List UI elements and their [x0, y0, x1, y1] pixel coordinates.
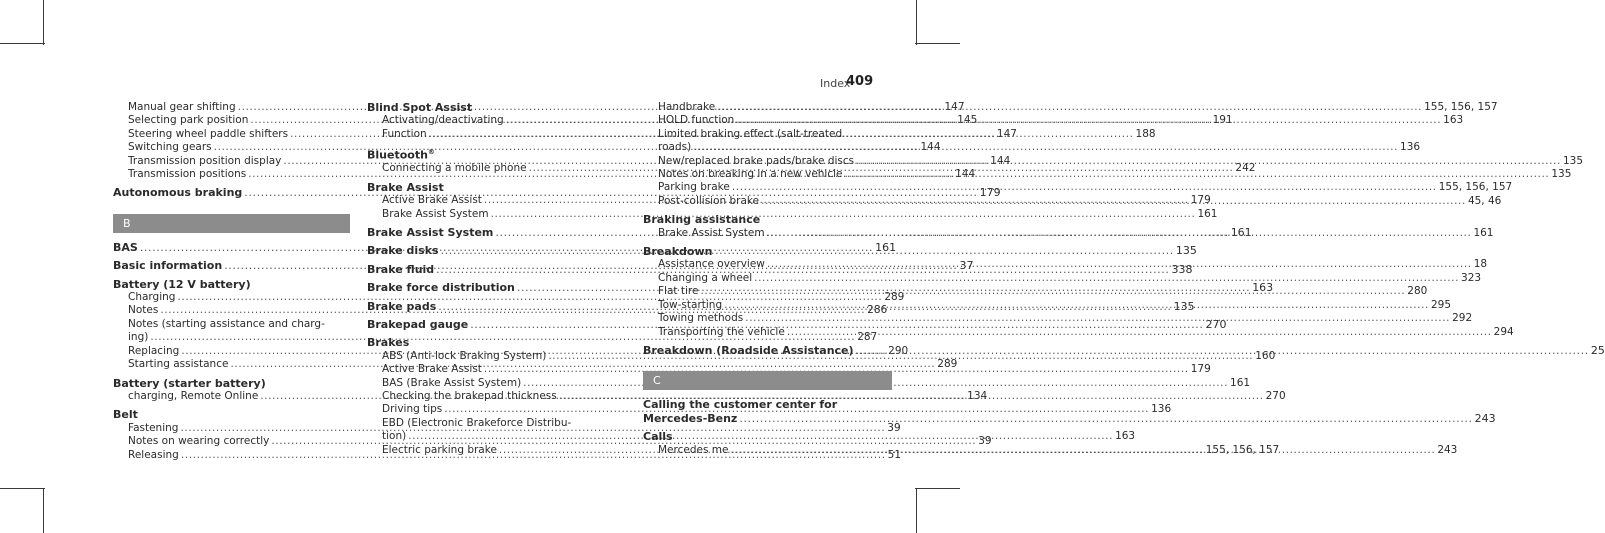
dot-leader — [717, 101, 1422, 114]
index-entry — [367, 225, 1252, 239]
entry-text: roads) — [658, 141, 692, 154]
entry-text: Autonomous braking — [113, 186, 243, 200]
page-reference[interactable]: 290 — [888, 344, 909, 357]
page-reference[interactable]: 144 — [955, 168, 976, 181]
page-reference[interactable]: 18 — [1473, 258, 1488, 271]
dot-leader — [724, 299, 1429, 312]
crop-mark — [916, 488, 917, 533]
dot-leader — [761, 195, 1466, 208]
entry-text: Checking the brakepad thickness — [382, 389, 557, 402]
entry-text: Connecting a mobile phone — [382, 162, 527, 175]
entry-text: Fastening — [128, 421, 179, 434]
page-reference[interactable]: 51 — [887, 448, 902, 461]
entry-text: Calls — [643, 430, 673, 444]
page-reference[interactable]: 161 — [1230, 376, 1251, 389]
entry-text: Towing methods — [658, 312, 744, 325]
entry-text: Changing a wheel — [658, 271, 753, 284]
dot-leader — [693, 141, 1398, 154]
crop-mark — [43, 488, 44, 533]
entry-text: Post-collision brake — [658, 194, 760, 207]
entry-text: HOLD function — [658, 114, 735, 127]
index-subentry — [113, 318, 350, 331]
entry-text: Steering wheel paddle shifters — [128, 127, 289, 140]
page-reference[interactable]: 243 — [1474, 411, 1496, 425]
entry-text: Releasing — [128, 448, 179, 461]
page-reference[interactable]: 188 — [1135, 127, 1156, 140]
entry-text: tion) — [382, 430, 407, 443]
page-reference[interactable]: 37 — [959, 259, 974, 273]
page-reference[interactable]: 289 — [884, 291, 905, 304]
page-reference[interactable]: 39 — [978, 435, 992, 448]
dot-leader — [736, 114, 1441, 127]
section-header: B — [113, 214, 350, 233]
index-entry — [367, 181, 604, 194]
index-subentry — [367, 417, 604, 430]
dot-leader — [700, 285, 1405, 298]
page-reference[interactable]: 179 — [1190, 363, 1211, 376]
entry-text: Switching gears — [128, 141, 212, 154]
entry-text: Replacing — [128, 344, 180, 357]
page-reference[interactable]: 270 — [1265, 389, 1286, 402]
crop-mark — [0, 43, 45, 44]
page-reference[interactable]: 147 — [996, 127, 1017, 140]
page-reference[interactable]: 135 — [1551, 168, 1572, 181]
index-subentry — [643, 226, 1494, 240]
entry-text: Manual gear shifting — [128, 101, 236, 113]
index-entry — [643, 430, 892, 443]
index-entry — [643, 213, 892, 226]
entry-text: Brakes — [367, 336, 410, 350]
entry-text: Brake Assist System — [367, 225, 494, 239]
dot-leader — [856, 155, 1561, 168]
page-reference[interactable]: 243 — [1437, 443, 1458, 456]
page-reference[interactable]: 270 — [1205, 317, 1227, 331]
page-reference[interactable]: 45, 46 — [1467, 194, 1502, 207]
entry-text: Brake disks — [367, 244, 439, 258]
entry-text: Selecting park position — [128, 114, 249, 127]
entry-text: Flat tire — [658, 285, 699, 298]
entry-text: Battery (starter battery) — [113, 376, 266, 390]
entry-text: Brake force distribution — [367, 281, 515, 295]
entry-text: Driving tips — [382, 403, 443, 416]
dot-leader — [745, 312, 1450, 325]
page-reference[interactable]: 295 — [1430, 298, 1452, 311]
entry-text: Brakepad gauge — [367, 317, 469, 331]
page-reference[interactable]: 286 — [867, 304, 888, 317]
entry-text: Notes on breaking in a new vehicle — [658, 168, 843, 181]
entry-text: Battery (12 V battery) — [113, 277, 251, 291]
entry-text: charging, Remote Online — [128, 389, 259, 402]
dot-leader — [767, 227, 1472, 240]
index-entry — [367, 101, 604, 114]
page-reference[interactable]: 155, 156, 157 — [1424, 101, 1498, 113]
index-entry — [643, 245, 892, 258]
index-entry — [113, 377, 350, 390]
page-reference[interactable]: 144 — [920, 141, 941, 154]
entry-text: Brake Assist System — [382, 207, 489, 220]
page-reference[interactable]: 136 — [1151, 403, 1172, 416]
page-reference[interactable]: 155, 156, 157 — [1205, 443, 1280, 456]
page-reference[interactable]: 294 — [1493, 325, 1514, 338]
page-reference[interactable]: 163 — [1115, 430, 1136, 443]
page-reference[interactable]: 161 — [1230, 225, 1252, 239]
entry-text: Handbrake — [658, 101, 716, 113]
page-reference[interactable]: 145 — [957, 114, 978, 127]
crop-mark — [915, 43, 960, 44]
page-reference[interactable]: 161 — [1473, 226, 1494, 239]
entry-text: Tow-starting — [658, 298, 723, 311]
page-reference[interactable]: 147 — [944, 101, 965, 113]
entry-text: BAS (Brake Assist System) — [382, 376, 522, 389]
page-reference[interactable]: 338 — [1171, 262, 1193, 276]
index-entry — [643, 398, 892, 411]
crop-mark — [43, 0, 44, 45]
entry-text: Brake Assist — [367, 180, 444, 194]
entry-text: ABS (Anti-lock Braking System) — [382, 349, 547, 362]
index-subentry — [643, 325, 1514, 339]
page-reference[interactable]: 280 — [1407, 285, 1428, 298]
dot-leader — [732, 181, 1437, 194]
entry-text: Blind Spot Assist — [367, 101, 473, 114]
entry-text: ing) — [128, 331, 149, 344]
page-reference[interactable]: 179 — [979, 186, 1001, 200]
page-reference[interactable]: 135 — [1175, 244, 1197, 258]
page-reference[interactable]: 135 — [1173, 299, 1195, 313]
entry-text: New/replaced brake pads/brake discs — [658, 154, 855, 167]
entry-text: Activating/deactivating — [382, 114, 504, 127]
section-header: C — [643, 371, 892, 390]
page-reference[interactable]: 160 — [1255, 349, 1276, 362]
dot-leader — [739, 412, 1472, 425]
page-reference[interactable]: 39 — [887, 421, 901, 434]
page-reference[interactable]: 135 — [1563, 154, 1584, 167]
entry-text: Calling the customer center for — [643, 398, 838, 412]
entry-text: Belt — [113, 408, 138, 422]
entry-text: Active Brake Assist — [382, 363, 482, 376]
dot-leader — [845, 168, 1550, 181]
entry-text: Notes — [128, 304, 159, 317]
page-reference[interactable]: 134 — [967, 389, 988, 402]
dot-leader — [856, 344, 1589, 357]
crop-mark — [916, 0, 917, 45]
page-reference[interactable]: 163 — [1443, 114, 1464, 127]
page-reference[interactable]: 287 — [857, 331, 878, 344]
index-subentry — [643, 128, 892, 141]
entry-text: Charging — [128, 291, 176, 304]
crop-mark — [0, 488, 45, 489]
entry-text: Notes on wearing correctly — [128, 435, 270, 448]
page-reference[interactable]: 161 — [1197, 207, 1218, 220]
index-subentry — [643, 271, 1482, 285]
page-reference[interactable]: 323 — [1461, 271, 1482, 284]
entry-text: EBD (Electronic Brakeforce Distribu- — [382, 416, 572, 429]
page-reference[interactable]: 155, 156, 157 — [1438, 181, 1513, 194]
entry-text: Breakdown — [643, 245, 713, 259]
crop-mark — [915, 488, 960, 489]
entry-text: Brake fluid — [367, 262, 435, 276]
dot-leader — [787, 326, 1492, 339]
page-reference[interactable]: 289 — [937, 358, 958, 371]
entry-text: Basic information — [113, 259, 223, 273]
page-reference[interactable]: 136 — [1400, 141, 1421, 154]
entry-text: Mercedes-Benz — [643, 411, 738, 425]
index-entry — [113, 278, 350, 291]
page-reference[interactable]: 292 — [1452, 312, 1473, 325]
index-entry — [367, 336, 604, 349]
page-reference[interactable]: 25 — [1590, 343, 1605, 357]
entry-text: Function — [382, 127, 427, 140]
page-reference[interactable]: 242 — [1235, 162, 1256, 175]
page-reference[interactable]: 191 — [1212, 114, 1233, 127]
entry-text: Brake pads — [367, 299, 437, 313]
entry-text: Parking brake — [658, 181, 730, 194]
index-subentry — [367, 376, 1251, 390]
entry-text: Electric parking brake — [382, 443, 497, 456]
entry-text: Starting assistance — [128, 358, 229, 371]
entry-text: Active Brake Assist — [382, 194, 482, 207]
dot-leader — [730, 444, 1435, 457]
page-reference[interactable]: 144 — [990, 154, 1011, 167]
entry-text: Assistance overview — [658, 258, 765, 271]
index-entry — [643, 411, 1496, 425]
index-entry — [113, 408, 350, 421]
entry-text: Mercedes me — [658, 443, 729, 456]
dot-leader — [754, 272, 1459, 285]
index-entry — [367, 146, 604, 162]
entry-text: Brake Assist System — [658, 226, 765, 239]
page-reference[interactable]: 161 — [875, 240, 897, 254]
entry-text: Limited braking effect (salt-treated — [658, 127, 843, 140]
page-reference[interactable]: 179 — [1190, 194, 1211, 207]
entry-text: Transmission position display — [128, 154, 282, 167]
entry-text: Transmission positions — [128, 168, 247, 181]
header-label: Index — [820, 77, 851, 90]
page-header — [820, 74, 932, 94]
page-number: 409 — [846, 74, 874, 89]
entry-text: Transporting the vehicle — [658, 325, 785, 338]
dot-leader — [767, 258, 1472, 271]
entry-text: Notes (starting assistance and charg- — [128, 317, 325, 330]
entry-text: Bluetooth® — [367, 148, 435, 162]
page-reference[interactable]: 163 — [1252, 281, 1274, 295]
entry-text: BAS — [113, 240, 138, 254]
entry-text: Braking assistance — [643, 213, 761, 227]
entry-text: Breakdown (Roadside Assistance) — [643, 343, 854, 357]
